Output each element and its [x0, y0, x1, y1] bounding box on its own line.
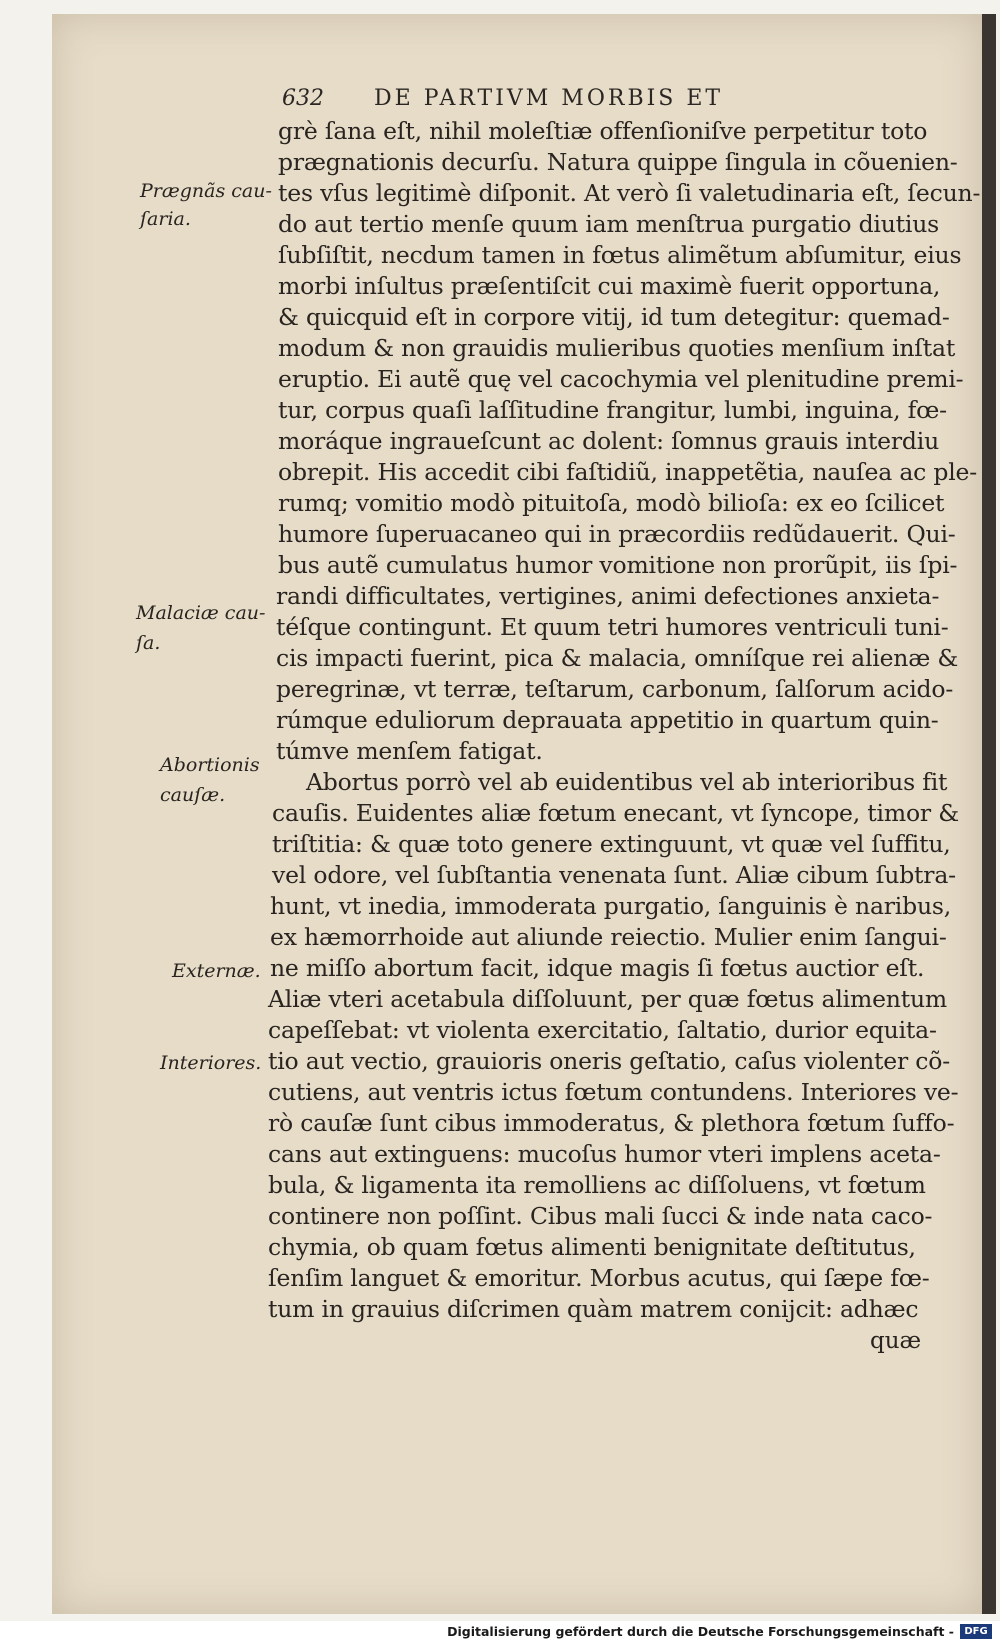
margin-note: Malaciæ cau- [136, 602, 266, 624]
running-title: DE PARTIVM MORBIS ET [374, 86, 724, 111]
text-line: tur, corpus quaſi laſſitudine frangitur, lumbi, inguina, fœ- [278, 396, 947, 424]
text-line: modum & non grauidis mulieribus quoties menſium inſtat [278, 334, 956, 362]
margin-note: ſa. [136, 632, 161, 654]
margin-note: cauſæ. [160, 784, 226, 806]
margin-note: ſaria. [140, 208, 191, 230]
text-line: continere non poſſint. Cibus mali ſucci & inde nata caco- [268, 1202, 933, 1230]
text-line: randi difficultates, vertigines, animi defectiones anxieta- [276, 582, 940, 610]
text-line: tio aut vectio, grauioris oneris geſtatio, caſus violenter cõ- [268, 1047, 950, 1075]
catchword: quæ [870, 1328, 922, 1354]
text-line: peregrinæ, vt terræ, teſtarum, carbonum, ſalſorum acido- [276, 675, 954, 703]
text-line: rúmque eduliorum deprauata appetitio in quartum quin- [276, 706, 939, 734]
margin-note: Interiores. [160, 1052, 262, 1074]
text-line: ne miſſo abortum facit, idque magis ſi fœtus auctior eſt. [270, 954, 925, 982]
text-line: téſque contingunt. Et quum tetri humores ventriculi tuni- [276, 613, 949, 641]
text-line: tes vſus legitimè diſponit. At verò ſi valetudinaria eſt, ſecun- [278, 179, 981, 207]
margin-note: Abortionis [160, 754, 260, 776]
text-line: chymia, ob quam fœtus alimenti benignitate deſtitutus, [268, 1233, 916, 1261]
margin-note: Prægnãs cau- [140, 180, 272, 202]
text-line: cauſis. Euidentes aliæ fœtum enecant, vt ſyncope, timor & [272, 799, 959, 827]
text-line: eruptio. Ei autẽ quę vel cacochymia vel plenitudine premi- [278, 365, 964, 393]
text-line: grè ſana eſt, nihil moleſtiæ offenſioniſve perpetitur toto [278, 117, 928, 145]
text-line: ex hæmorrhoide aut aliunde reiectio. Mulier enim ſangui- [270, 923, 947, 951]
text-line: cans aut extinguens: mucoſus humor vteri implens aceta- [268, 1140, 941, 1168]
footer-credit: Digitalisierung gefördert durch die Deutsche Forschungsgemeinschaft - [447, 1624, 954, 1639]
text-line: túmve menſem fatigat. [276, 737, 543, 765]
text-line: rò cauſæ ſunt cibus immoderatus, & plethora fœtum ſuffo- [268, 1109, 955, 1137]
text-line: bula, & ligamenta ita remolliens ac diſſoluens, vt fœtum [268, 1171, 926, 1199]
text-line: bus autẽ cumulatus humor vomitione non prorũpit, iis ſpi- [278, 551, 958, 579]
text-line: Aliæ vteri acetabula diſſoluunt, per quæ fœtus alimentum [268, 985, 947, 1013]
footer-bar [0, 1621, 1000, 1643]
text-line: humore ſuperuacaneo qui in præcordiis redũdauerit. Qui- [278, 520, 956, 548]
page-number: 632 [282, 86, 324, 111]
text-line: tum in grauius diſcrimen quàm matrem conijcit: adhæc [268, 1295, 919, 1323]
text-line: prægnationis decurſu. Natura quippe ſingula in cõuenien- [278, 148, 958, 176]
text-line: do aut tertio menſe quum iam menſtrua purgatio diutius [278, 210, 940, 238]
text-line: ſubſiſtit, necdum tamen in fœtus alimẽtum abſumitur, eius [278, 241, 962, 269]
text-line: morbi inſultus præſentiſcit cui maximè fuerit opportuna, [278, 272, 941, 300]
text-line: cutiens, aut ventris ictus fœtum contundens. Interiores ve- [268, 1078, 959, 1106]
text-line: hunt, vt inedia, immoderata purgatio, ſanguinis è naribus, [270, 892, 952, 920]
text-line: Abortus porrò vel ab euidentibus vel ab interioribus fit [306, 768, 948, 796]
text-line: vel odore, vel ſubſtantia venenata ſunt. Aliæ cibum ſubtra- [272, 861, 956, 889]
text-line: triſtitia: & quæ toto genere extinguunt, vt quæ vel ſuffitu, [272, 830, 951, 858]
text-line: cis impacti fuerint, pica & malacia, omníſque rei alienæ & [276, 644, 959, 672]
text-line: & quicquid eſt in corpore vitij, id tum detegitur: quemad- [278, 303, 950, 331]
text-line: rumq; vomitio modò pituitoſa, modò bilioſa: ex eo ſcilicet [278, 489, 945, 517]
text-line: moráque ingraueſcunt ac dolent: ſomnus grauis interdiu [278, 427, 940, 455]
text-line: obrepit. His accedit cibi faſtidiũ, inappetẽtia, nauſea ac ple- [278, 458, 977, 486]
text-line: capeſſebat: vt violenta exercitatio, ſaltatio, durior equita- [268, 1016, 937, 1044]
margin-note: Externæ. [172, 960, 261, 982]
text-line: ſenſim languet & emoritur. Morbus acutus, qui ſæpe fœ- [268, 1264, 930, 1292]
dfg-logo: DFG [960, 1624, 992, 1639]
